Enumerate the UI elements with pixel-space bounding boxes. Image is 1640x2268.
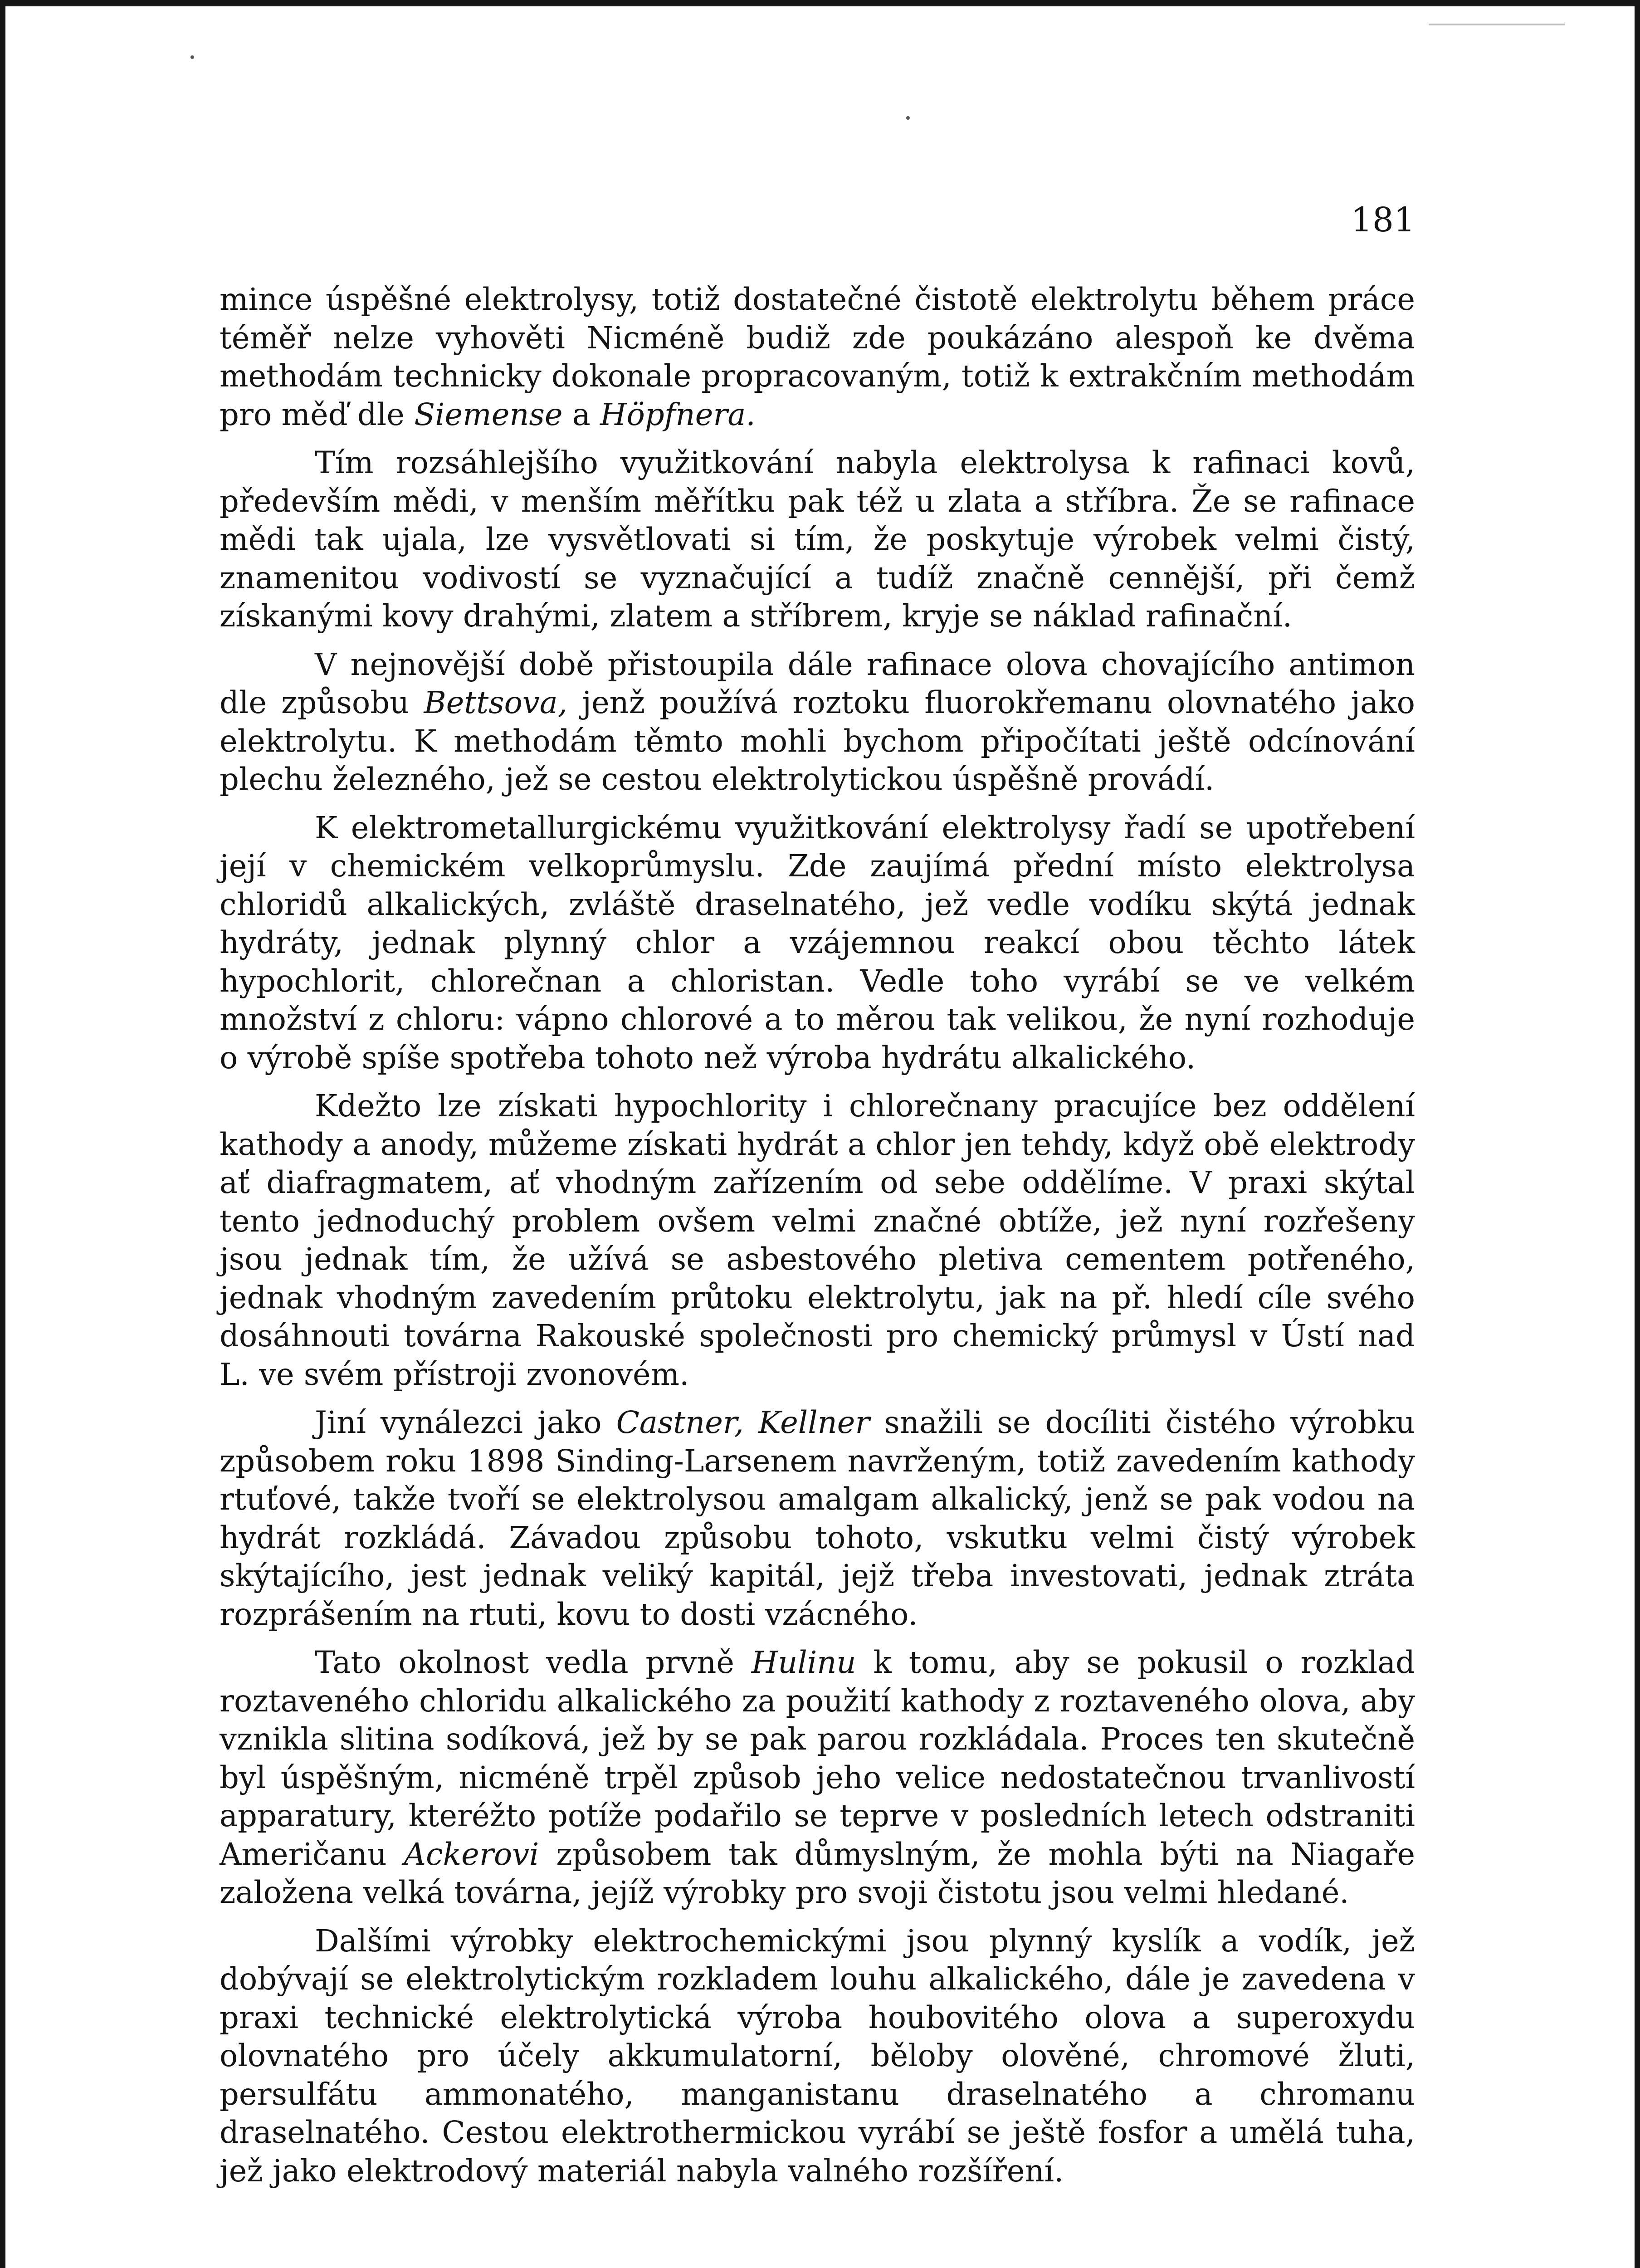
italic-name: Castner, (616, 1405, 744, 1440)
text-run: jenž používá roztoku fluorokřemanu olovnatého jako elektrolytu. K methodám těmto mohli bychom připočítati ještě odcínování plechu železného, jež se cestou elektrolytickou úspěšně provádí. (220, 685, 1415, 797)
italic-name: Kellner (758, 1405, 870, 1440)
italic-name: Höpfnera. (600, 396, 756, 432)
italic-name: Ackerovi (404, 1836, 539, 1872)
paragraph (220, 1403, 1415, 1633)
scan-smudge (1429, 24, 1565, 25)
text-run: V nejnovější době přistoupila dále rafinace olova chovajícího antimon dle způsobu (220, 646, 1415, 720)
paragraph (220, 645, 1415, 799)
text-run: způsobem tak důmyslným, že mohla býti na Niagaře založena velká továrna, jejíž výrobky pro svoji čistotu jsou velmi hledané. (220, 1836, 1415, 1910)
scan-border-left (0, 0, 5, 2268)
text-run: K elektrometallurgickému využitkování elektrolysy řadí se upotřebení její v chemickém velkoprůmyslu. Zde zaujímá přední místo elektrolysa chloridů alkalických, zvláště draselnatého, jež vedle vodíku skýtá jednak hydráty, jednak plynný chlor a vzájemnou reakcí obou těchto látek hypochlorit, chlorečnan a chloristan. Vedle toho vyrábí se ve velkém množství z chloru: vápno chlorové a to měrou tak velikou, že nyní rozhoduje o výrobě spíše spotřeba tohoto než výroba hydrátu alkalického. (220, 810, 1415, 1075)
scan-border-right (1635, 0, 1640, 2268)
text-run: Dalšími výrobky elektrochemickými jsou plynný kyslík a vodík, jež dobývají se elektrolytickým rozkladem louhu alkalického, dále je zavedena v praxi technické elektrolytická výroba houbovitého olova a superoxydu olovnatého pro účely akkumulatorní, běloby olověné, chromové žluti, persulfátu ammonatého, manganistanu draselnatého a chromanu draselnatého. Cestou elektrothermickou vyrábí se ještě fosfor a umělá tuha, jež jako elektrodový materiál nabyla valného rozšíření. (220, 1923, 1415, 2189)
italic-name: Hulinu (751, 1645, 856, 1680)
scan-speck (906, 116, 910, 120)
italic-name: Siemense (414, 396, 563, 432)
paragraph (220, 1087, 1415, 1393)
scan-border-top (0, 0, 1640, 6)
italic-name: Bettsova, (424, 685, 568, 720)
paragraph (220, 809, 1415, 1077)
text-run: Tato okolnost vedla prvně (315, 1645, 752, 1680)
text-run: Kdežto lze získati hypochlority i chlorečnany pracujíce bez oddělení kathody a anody, můžeme získati hydrát a chlor jen tehdy, když obě elektrody ať diafragmatem, ať vhodným zařízením od sebe oddělíme. V praxi skýtal tento jednoduchý problem ovšem velmi značné obtíže, jež nyní rozřešeny jsou jednak tím, že užívá se asbestového pletiva cementem potřeného, jednak vhodným zavedením průtoku elektrolytu, jak na př. hledí cíle svého dosáhnouti továrna Rakouské společnosti pro chemický průmysl v Ústí nad L. ve svém přístroji zvonovém. (220, 1088, 1415, 1392)
text-run: Tím rozsáhlejšího využitkování nabyla elektrolysa k rafinaci kovů, především mědi, v menším měřítku pak též u zlata a stříbra. Že se rafinace mědi tak ujala, lze vysvětlovati si tím, že poskytuje výrobek velmi čistý, znamenitou vodivostí se vyznačující a tudíž značně cennější, při čemž získanými kovy drahými, zlatem a stříbrem, kryje se náklad rafinační. (220, 445, 1415, 634)
text-run: Jiní vynálezci jako (315, 1405, 616, 1440)
paragraph (220, 444, 1415, 635)
paragraph (220, 1922, 1415, 2190)
body-text (220, 280, 1415, 2200)
text-run: mince úspěšné elektrolysy, totiž dostatečné čistotě elektrolytu během práce téměř nelze vyhověti Nicméně budiž zde poukázáno alespoň ke dvěma methodám technicky dokonale propracovaným, totiž k extrakčním methodám pro měď dle (220, 282, 1415, 432)
text-run (744, 1405, 758, 1440)
page-number: 181 (1351, 200, 1415, 240)
paragraph (220, 1643, 1415, 1912)
scan-speck (190, 55, 194, 59)
text-run: k tomu, aby se pokusil o rozklad roztaveného chloridu alkalického za použití kathody z roztaveného olova, aby vznikla slitina sodíková, jež by se pak parou rozkládala. Proces ten skutečně byl úspěšným, nicméně trpěl způsob jeho velice nedostatečnou trvanlivostí apparatury, kteréžto potíže podařilo se teprve v posledních letech odstraniti Američanu (220, 1645, 1415, 1872)
text-run: a (562, 396, 600, 432)
text-run: snažili se docíliti čistého výrobku způsobem roku 1898 Sinding-Larsenem navrženým, totiž zavedením kathody rtuťové, takže tvoří se elektrolysou amalgam alkalický, jenž se pak vodou na hydrát rozkládá. Závadou způsobu tohoto, vskutku velmi čistý výrobek skýtajícího, jest jednak veliký kapitál, jejž třeba investovati, jednak ztráta rozprášením na rtuti, kovu to dosti vzácného. (220, 1405, 1415, 1632)
paragraph (220, 280, 1415, 434)
